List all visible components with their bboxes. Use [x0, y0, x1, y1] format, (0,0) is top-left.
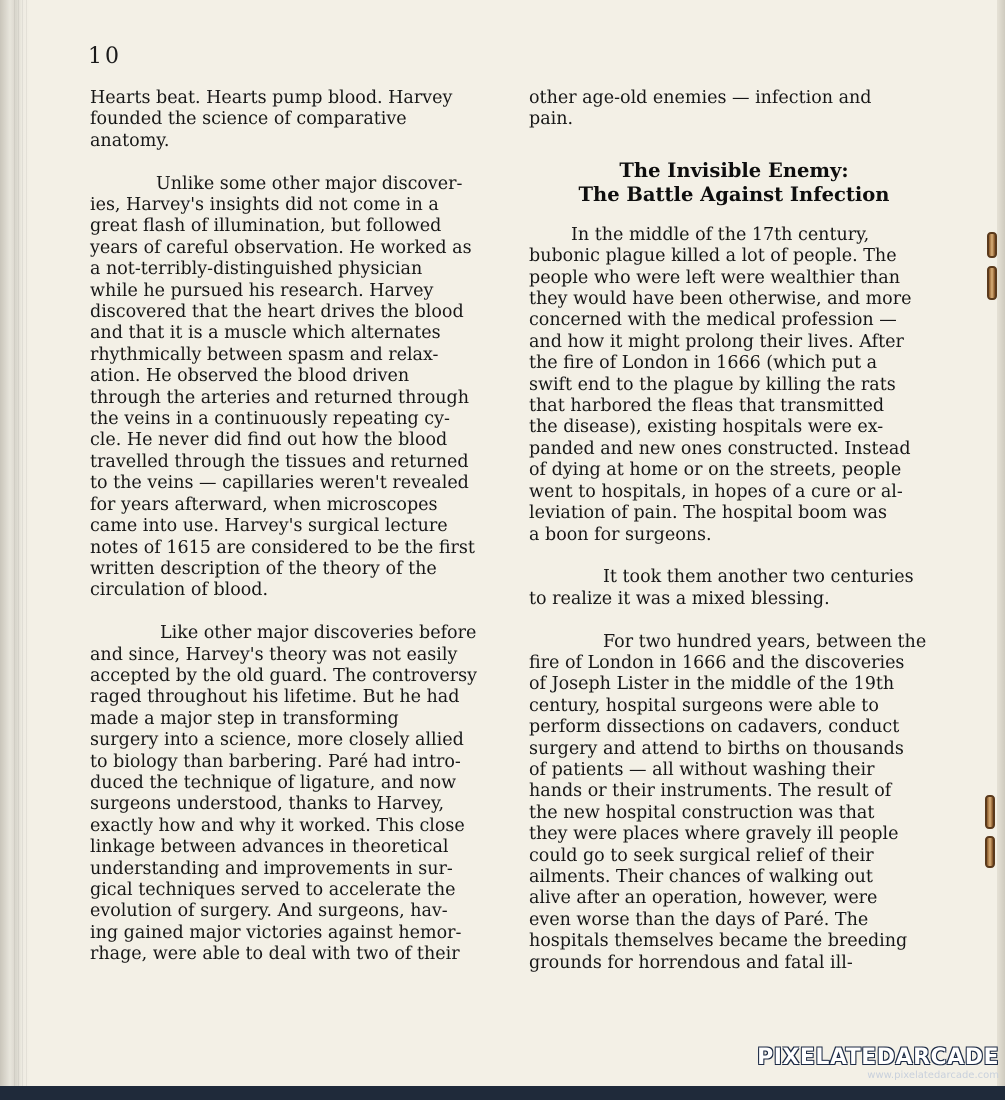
watermark-title: PIXELATEDARCADE: [757, 1045, 999, 1070]
paragraph-gap: [529, 207, 939, 225]
page-number: 10: [88, 44, 122, 69]
staple-icon: [985, 795, 995, 829]
staple-icon: [987, 232, 997, 258]
paragraph-gap: [529, 610, 939, 631]
paragraph: other age-old enemies — infection and pain.: [529, 88, 872, 130]
paragraph: For two hundred years, between the fire of London in 1666 and the discoveries of Joseph Lister in the middle of the 19th century, hospital surgeons were able to perform dissections on cadavers, conduct surgery and attend to births on thousands of patients — all without washing their hands or their instruments. The result of the new hospital construction was that they were places where gravely ill people could go to seek surgical relief of their ailments. Their chances of walking out alive after an operation, however, were even worse than the days of Paré. The hospitals themselves became the breeding grounds for horrendous and fatal ill-: [529, 631, 927, 973]
paragraph: Unlike some other major discover- ies, Harvey's insights did not come in a great flash of illumination, but followed years of careful observation. He worked as a not-terribly-distinguished physician while he pursued his research. Harvey discovered that the heart drives the blood and that it is a muscle which alternates rhythmically between spasm and relax- ation. He observed the blood driven through the arteries and returned through the veins in a continuously repeating cy- cle. He never did find out how the blood travelled through the tissues and returned to the veins — capillaries weren't revealed for years afterward, when microscopes came into use. Harvey's surgical lecture notes of 1615 are considered to be the first written description of the theory of the circulation of blood.: [90, 173, 475, 601]
staple-icon: [987, 266, 997, 300]
page-stack-edges: [14, 0, 30, 1100]
watermark: [757, 1046, 999, 1082]
watermark-url: www.pixelatedarcade.com: [867, 1070, 999, 1081]
left-column: [90, 88, 500, 966]
paragraph-gap: [529, 546, 939, 567]
page-bottom-edge: [0, 1086, 1005, 1100]
paragraph: In the middle of the 17th century, bubonic plague killed a lot of people. The people who were left were wealthier than they would have been otherwise, and more concerned with the medical profession — and how it might prolong their lives. After the fire of London in 1666 (which put a swift end to the plague by killing the rats that harbored the fleas that transmitted the disease), existing hospitals were ex- panded and new ones constructed. Instead of dying at home or on the streets, people went to hospitals, in hopes of a cure or al- leviation of pain. The hospital boom was a boon for surgeons.: [529, 224, 912, 545]
page-right-edge: [997, 0, 1005, 1100]
section-heading: The Invisible Enemy: The Battle Against Infection: [578, 158, 890, 206]
paragraph-gap: [90, 602, 500, 623]
paragraph: Hearts beat. Hearts pump blood. Harvey founded the science of comparative anatomy.: [90, 88, 453, 151]
right-column: [529, 88, 939, 974]
paragraph-gap: [529, 131, 939, 159]
paragraph: It took them another two centuries to realize it was a mixed blessing.: [529, 567, 914, 609]
paragraph-gap: [90, 152, 500, 173]
paragraph: Like other major discoveries before and since, Harvey's theory was not easily accepted by the old guard. The controversy raged throughout his lifetime. But he had made a major step in transforming surgery into a science, more closely allied to biology than barbering. Paré had intro- duced the technique of ligature, and now surgeons understood, thanks to Harvey, exactly how and why it worked. This close linkage between advances in theoretical understanding and improvements in sur- gical techniques served to accelerate the evolution of surgery. And surgeons, hav- ing gained major victories against hemor- rhage, were able to deal with two of their: [90, 623, 477, 965]
staple-icon: [985, 836, 995, 868]
